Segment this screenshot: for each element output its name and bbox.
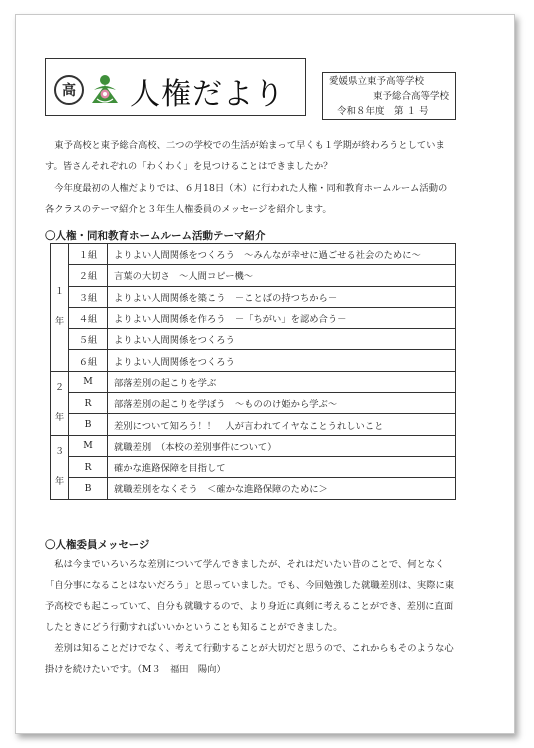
theme-cell: よりよい人間関係を築こう －ことばの持つちから－ [108,286,456,307]
table-row [51,265,456,286]
theme-cell: 就職差別をなくそう ＜確かな進路保障のために＞ [108,478,456,499]
grade-number: １ [54,286,65,298]
table-row [51,350,456,371]
message-paragraph-2: 差別は知ることだけでなく、考えて行動することが大切だと思うので、これからもそのような心掛けを続けたいです。（M３ 福田 陽向） [45,643,454,675]
grade-suffix: 年 [54,316,65,328]
human-rights-emblem-icon [88,72,122,106]
message-paragraph-1: 私は今までいろいろな差別について学んできましたが、それはだいたい昔のことで、何となく「自分事になることはないだろう」と思っていました。でも、今回勉強した就職差別は、実際に東予高校でも起こっていて、自分も就職するので、より身近に真剣に考えることができ、差別に直面したときにどう行動すればいいかということも知ることができました。 [45,559,455,633]
school-name-2: 東予総合高等学校 [372,91,449,102]
table-row [51,371,456,392]
theme-cell: よりよい人間関係をつくろう ～みんなが幸せに過ごせる社会のために～ [108,244,456,265]
school-name-1: 愛媛県立東予高等学校 [329,76,425,87]
theme-cell: よりよい人間関係をつくろう [108,350,456,371]
theme-cell: 差別について知ろう！！ 人が言われてイヤなことうれしいこと [108,414,456,435]
emblem-char: 高 [62,83,76,99]
school-emblem-icon [54,75,84,105]
class-cell: １組 [69,244,108,265]
school-info-box [322,72,456,120]
class-cell: M [69,371,108,392]
theme-cell: 部落差別の起こりを学ぶ [108,371,456,392]
class-cell: ６組 [69,350,108,371]
class-cell: M [69,435,108,456]
table-row [51,393,456,414]
intro-paragraph-1: 東予高校と東予総合高校、二つの学校での生活が始まって早くも１学期が終わろうとしています。皆さんそれぞれの「わくわく」を見つけることはできましたか？ [45,140,445,172]
class-cell: B [69,414,108,435]
table-row [51,435,456,456]
grade-number: ３ [54,446,65,458]
grade-suffix: 年 [54,412,65,424]
table-row [51,244,456,265]
table-row [51,329,456,350]
theme-cell: 部落差別の起こりを学ぼう ～もののけ姫から学ぶ～ [108,393,456,414]
table-row [51,456,456,477]
theme-cell: よりよい人間関係をつくろう [108,329,456,350]
class-cell: ５組 [69,329,108,350]
grade-cell [51,435,69,499]
class-cell: ２組 [69,265,108,286]
grade-cell [51,244,69,372]
newsletter-title: 人権だより [130,77,285,112]
issue-number: 令和８年度 第 １ 号 [337,106,429,117]
grade-number: ２ [54,382,65,394]
class-cell: ３組 [69,286,108,307]
class-cell: R [69,393,108,414]
class-cell: B [69,478,108,499]
table-row [51,414,456,435]
theme-table [50,243,456,500]
theme-cell: 言葉の大切さ ～人間コピー機～ [108,265,456,286]
class-cell: R [69,456,108,477]
table-row [51,478,456,499]
grade-cell [51,371,69,435]
theme-cell: 就職差別 （本校の差別事件について） [108,435,456,456]
class-cell: ４組 [69,307,108,328]
table-row [51,286,456,307]
title-box [45,58,306,116]
theme-cell: よりよい人間関係を作ろう －「ちがい」を認め合う－ [108,307,456,328]
theme-cell: 確かな進路保障を目指して [108,456,456,477]
theme-section-heading: 〇人権・同和教育ホームルーム活動テーマ紹介 [45,230,266,242]
intro-paragraph-2: 今年度最初の人権だよりでは、６月18日（木）に行われた人権・同和教育ホームルーム活動の各クラスのテーマ紹介と３年生人権委員のメッセージを紹介します。 [45,183,448,215]
grade-suffix: 年 [54,476,65,488]
table-row [51,307,456,328]
message-section-heading: 〇人権委員メッセージ [45,539,150,551]
